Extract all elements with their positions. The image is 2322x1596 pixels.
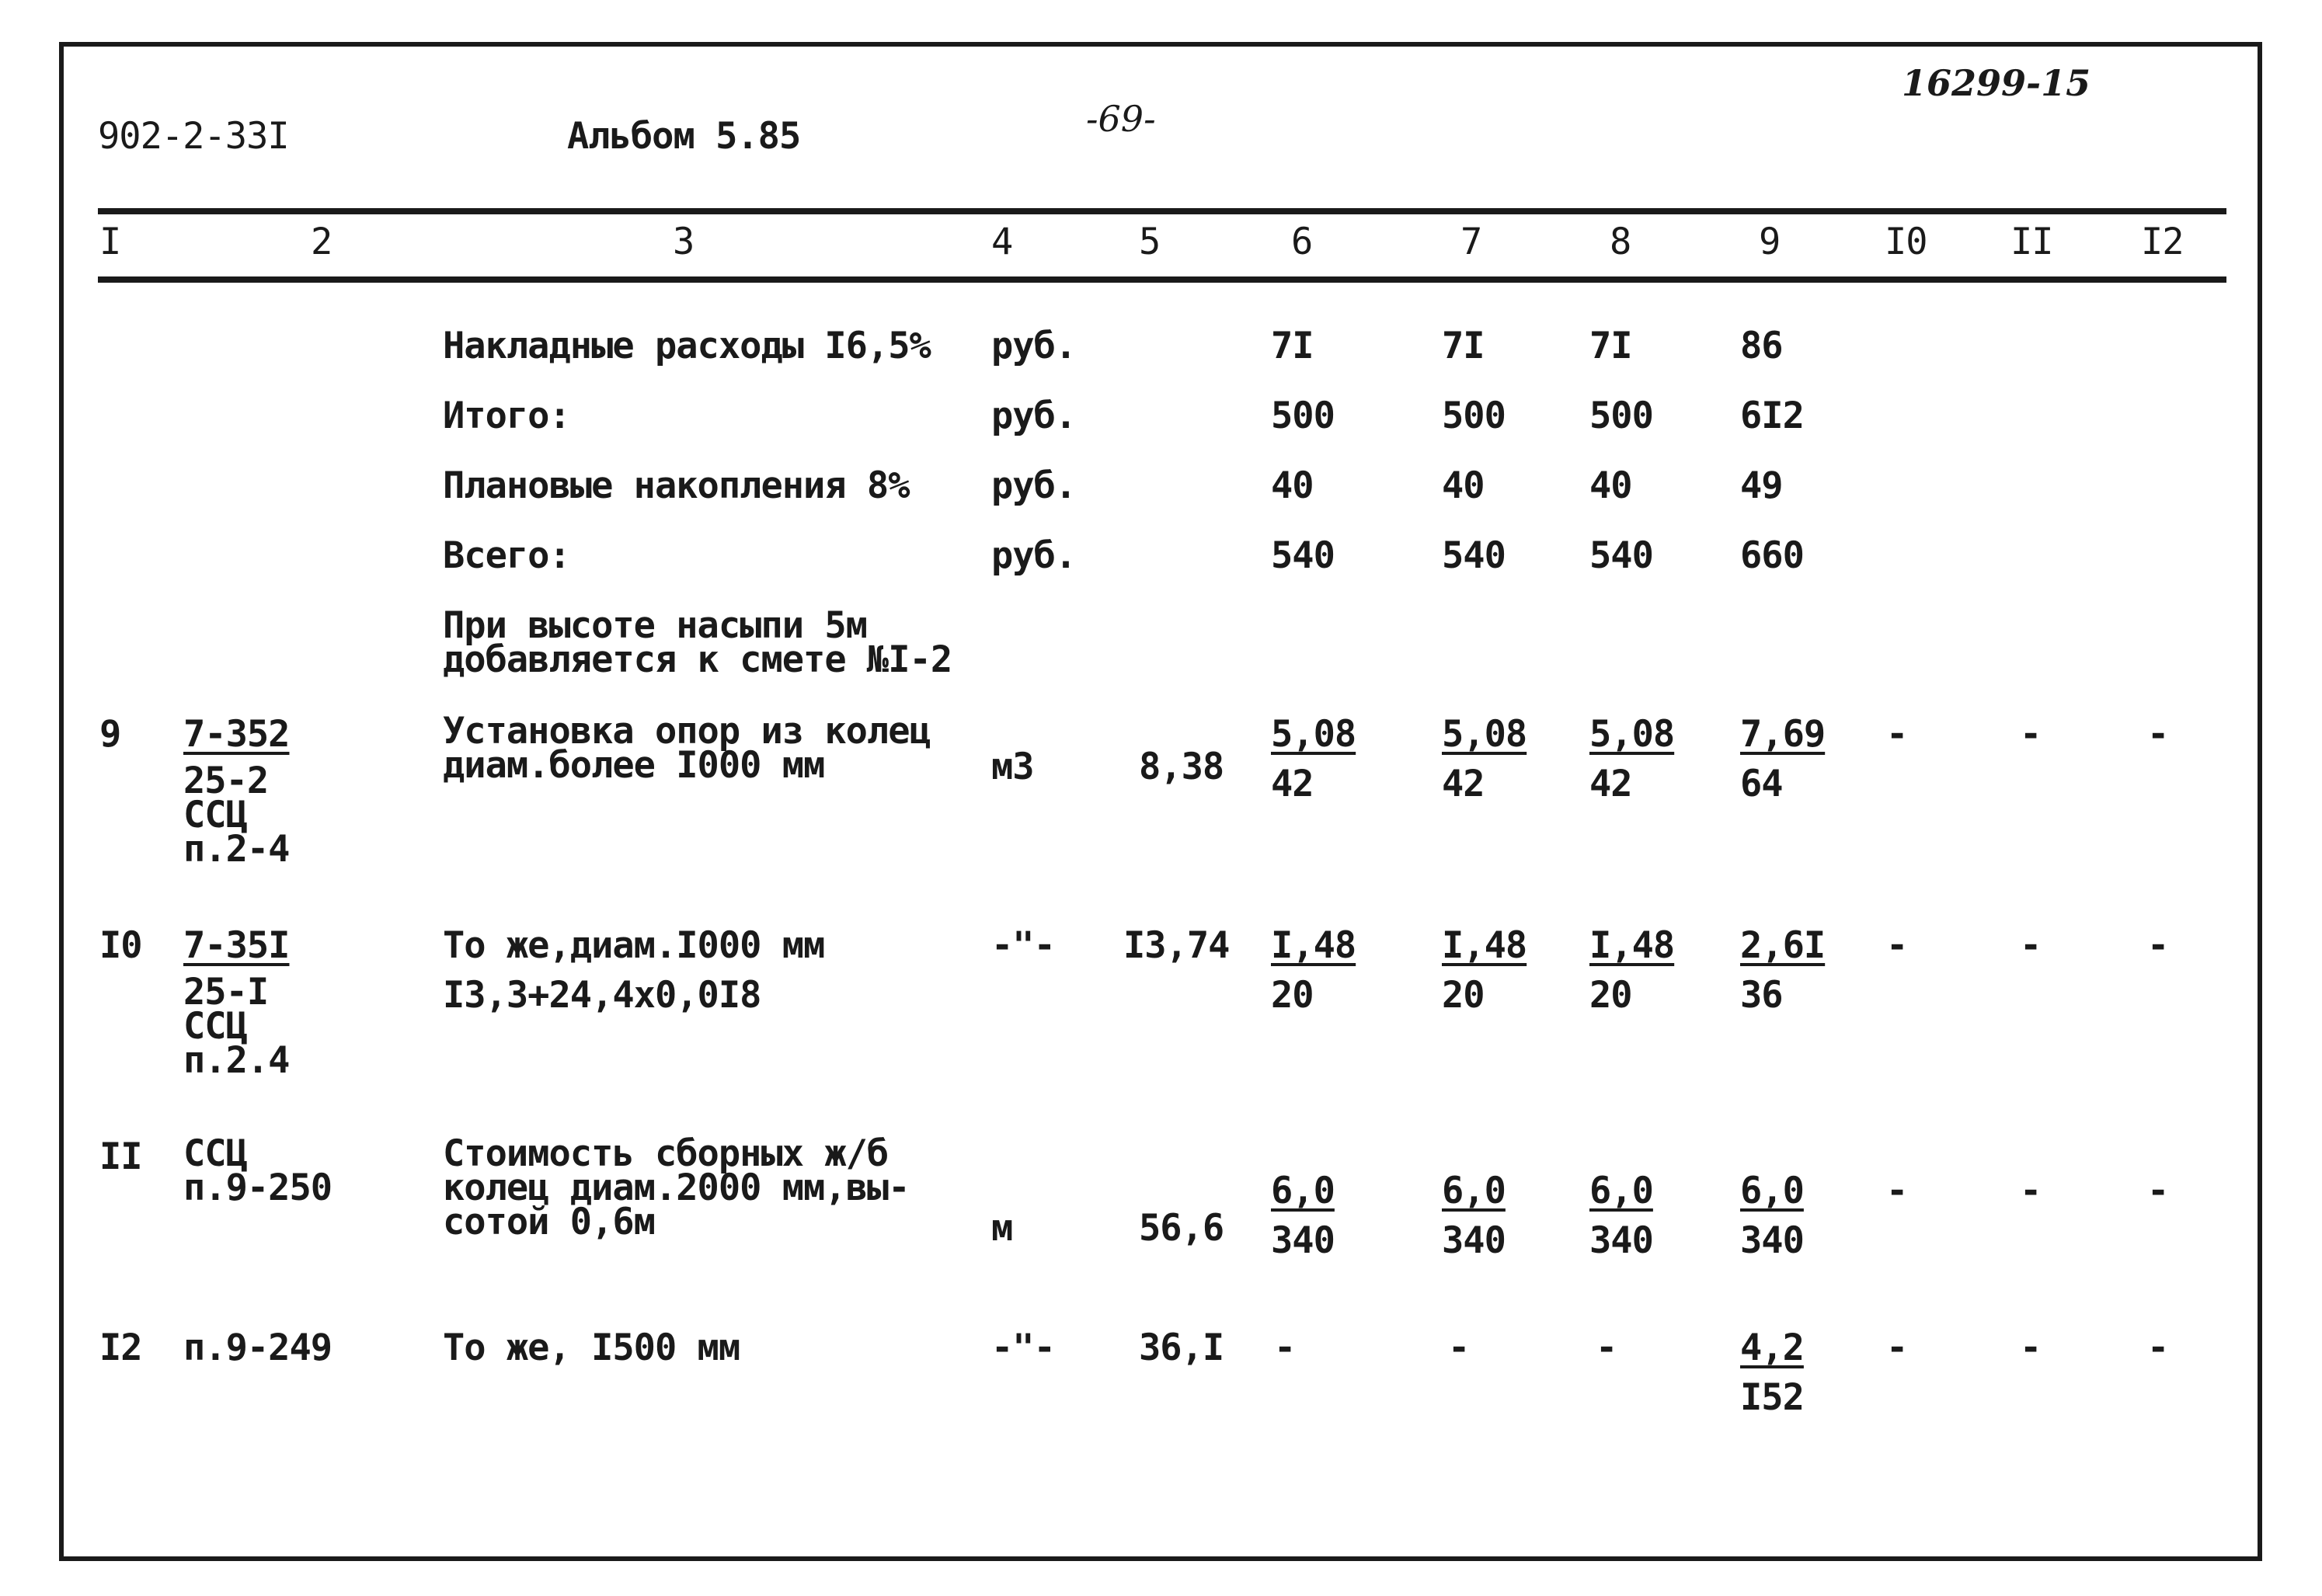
summary-label-grand-total: Всего:: [443, 534, 570, 577]
stamp-number: 16299-15: [1902, 62, 2091, 104]
row-cost: 20: [1271, 974, 1314, 1017]
row-empty-cell: -: [1886, 1327, 1908, 1369]
row-number: I2: [99, 1327, 142, 1369]
row-empty-cell: -: [2020, 1327, 2042, 1369]
row-code: п.2.4: [183, 1039, 290, 1082]
row-price: 5,08: [1589, 713, 1675, 756]
row-cost: 340: [1589, 1219, 1653, 1262]
row-quantity: 8,38: [1139, 746, 1224, 788]
col-header-6: 6: [1291, 221, 1313, 263]
summary-value: 660: [1740, 534, 1804, 577]
row-number: II: [99, 1135, 142, 1178]
row-description: То же,диам.I000 мм: [443, 924, 825, 967]
row-empty-cell: -: [2147, 924, 2169, 967]
row-cost: 42: [1589, 763, 1632, 805]
row-price: 7,69: [1740, 713, 1826, 756]
summary-value: 40: [1271, 464, 1314, 507]
col-header-9: 9: [1759, 221, 1781, 263]
row-empty-cell: -: [2020, 924, 2042, 967]
row-code: 25-2: [183, 760, 269, 802]
note-line-1: При высоте насыпи 5м: [443, 604, 867, 647]
row-description: сотой 0,6м: [443, 1201, 655, 1243]
row-cost: 36: [1740, 974, 1783, 1017]
row-description: I3,3+24,4x0,0I8: [443, 974, 761, 1017]
summary-value: 500: [1589, 395, 1653, 437]
row-price: 5,08: [1271, 713, 1356, 756]
row-unit: -"-: [991, 1327, 1055, 1369]
col-header-10: I0: [1885, 221, 1927, 263]
row-unit: -"-: [991, 924, 1055, 967]
summary-value: 7I: [1271, 325, 1314, 367]
row-code: п.9-250: [183, 1167, 332, 1209]
table-top-rule: [98, 208, 2226, 214]
row-price: 6,0: [1589, 1170, 1653, 1212]
note-line-2: добавляется к смете №I-2: [443, 638, 952, 681]
row-code: п.2-4: [183, 828, 290, 871]
summary-value: 86: [1740, 325, 1783, 367]
row-empty-cell: -: [2147, 1170, 2169, 1212]
summary-value: 540: [1442, 534, 1506, 577]
row-code: 25-I: [183, 971, 269, 1014]
row-description: То же, I500 мм: [443, 1327, 740, 1369]
row-cost: 340: [1442, 1219, 1506, 1262]
doc-code: 902-2-33I: [98, 115, 289, 158]
summary-value: 49: [1740, 464, 1783, 507]
row-number: 9: [99, 713, 121, 756]
row-cost: 20: [1589, 974, 1632, 1017]
col-header-2: 2: [311, 221, 332, 263]
row-cost: 42: [1271, 763, 1314, 805]
summary-unit: руб.: [991, 464, 1077, 507]
row-cost: 42: [1442, 763, 1485, 805]
row-price: 4,2: [1740, 1327, 1804, 1369]
row-description: диам.более I000 мм: [443, 744, 825, 787]
row-empty-cell: -: [2147, 1327, 2169, 1369]
row-unit: м3: [991, 746, 1034, 788]
row-code: ССЦ: [183, 1005, 247, 1048]
row-code: ССЦ: [183, 794, 247, 836]
album-label: Альбом 5.85: [567, 115, 801, 158]
row-empty-cell: -: [1448, 1327, 1470, 1369]
summary-value: 540: [1589, 534, 1653, 577]
row-empty-cell: -: [2020, 1170, 2042, 1212]
page-number: -69-: [1086, 98, 1156, 140]
row-quantity: 36,I: [1139, 1327, 1224, 1369]
row-description: Установка опор из колец: [443, 710, 931, 753]
col-header-5: 5: [1139, 221, 1161, 263]
row-code: 7-35I: [183, 924, 290, 967]
summary-label-planned: Плановые накопления 8%: [443, 464, 910, 507]
summary-value: 7I: [1442, 325, 1485, 367]
row-price: I,48: [1442, 924, 1527, 967]
row-empty-cell: -: [1886, 713, 1908, 756]
summary-unit: руб.: [991, 395, 1077, 437]
row-number: I0: [99, 924, 142, 967]
row-price: 6,0: [1442, 1170, 1506, 1212]
row-cost: 64: [1740, 763, 1783, 805]
row-cost: 340: [1271, 1219, 1335, 1262]
col-header-12: I2: [2141, 221, 2184, 263]
col-header-7: 7: [1460, 221, 1482, 263]
row-price: 5,08: [1442, 713, 1527, 756]
row-empty-cell: -: [1886, 924, 1908, 967]
row-unit: м: [991, 1207, 1013, 1250]
row-quantity: 56,6: [1139, 1207, 1224, 1250]
summary-value: 7I: [1589, 325, 1632, 367]
row-code: п.9-249: [183, 1327, 332, 1369]
table-header-rule: [98, 276, 2226, 283]
row-code: ССЦ: [183, 1132, 247, 1175]
summary-value: 6I2: [1740, 395, 1804, 437]
row-empty-cell: -: [1596, 1327, 1617, 1369]
col-header-3: 3: [673, 221, 695, 263]
summary-value: 500: [1442, 395, 1506, 437]
summary-value: 40: [1589, 464, 1632, 507]
row-empty-cell: -: [2020, 713, 2042, 756]
summary-label-overhead: Накладные расходы I6,5%: [443, 325, 931, 367]
summary-unit: руб.: [991, 534, 1077, 577]
row-price: I,48: [1589, 924, 1675, 967]
row-cost: I52: [1740, 1376, 1804, 1419]
summary-value: 540: [1271, 534, 1335, 577]
summary-unit: руб.: [991, 325, 1077, 367]
col-header-1: I: [99, 221, 121, 263]
col-header-11: II: [2010, 221, 2053, 263]
row-price: 6,0: [1271, 1170, 1335, 1212]
row-cost: 20: [1442, 974, 1485, 1017]
row-price: 2,6I: [1740, 924, 1826, 967]
row-description: Стоимость сборных ж/б: [443, 1132, 889, 1175]
row-price: 6,0: [1740, 1170, 1804, 1212]
row-description: колец диам.2000 мм,вы-: [443, 1167, 910, 1209]
summary-value: 500: [1271, 395, 1335, 437]
col-header-4: 4: [991, 221, 1013, 263]
row-empty-cell: -: [2147, 713, 2169, 756]
row-empty-cell: -: [1886, 1170, 1908, 1212]
summary-label-total: Итого:: [443, 395, 570, 437]
row-code: 7-352: [183, 713, 290, 756]
col-header-8: 8: [1610, 221, 1631, 263]
row-empty-cell: -: [1274, 1327, 1296, 1369]
row-cost: 340: [1740, 1219, 1804, 1262]
row-price: I,48: [1271, 924, 1356, 967]
summary-value: 40: [1442, 464, 1485, 507]
row-quantity: I3,74: [1123, 924, 1230, 967]
